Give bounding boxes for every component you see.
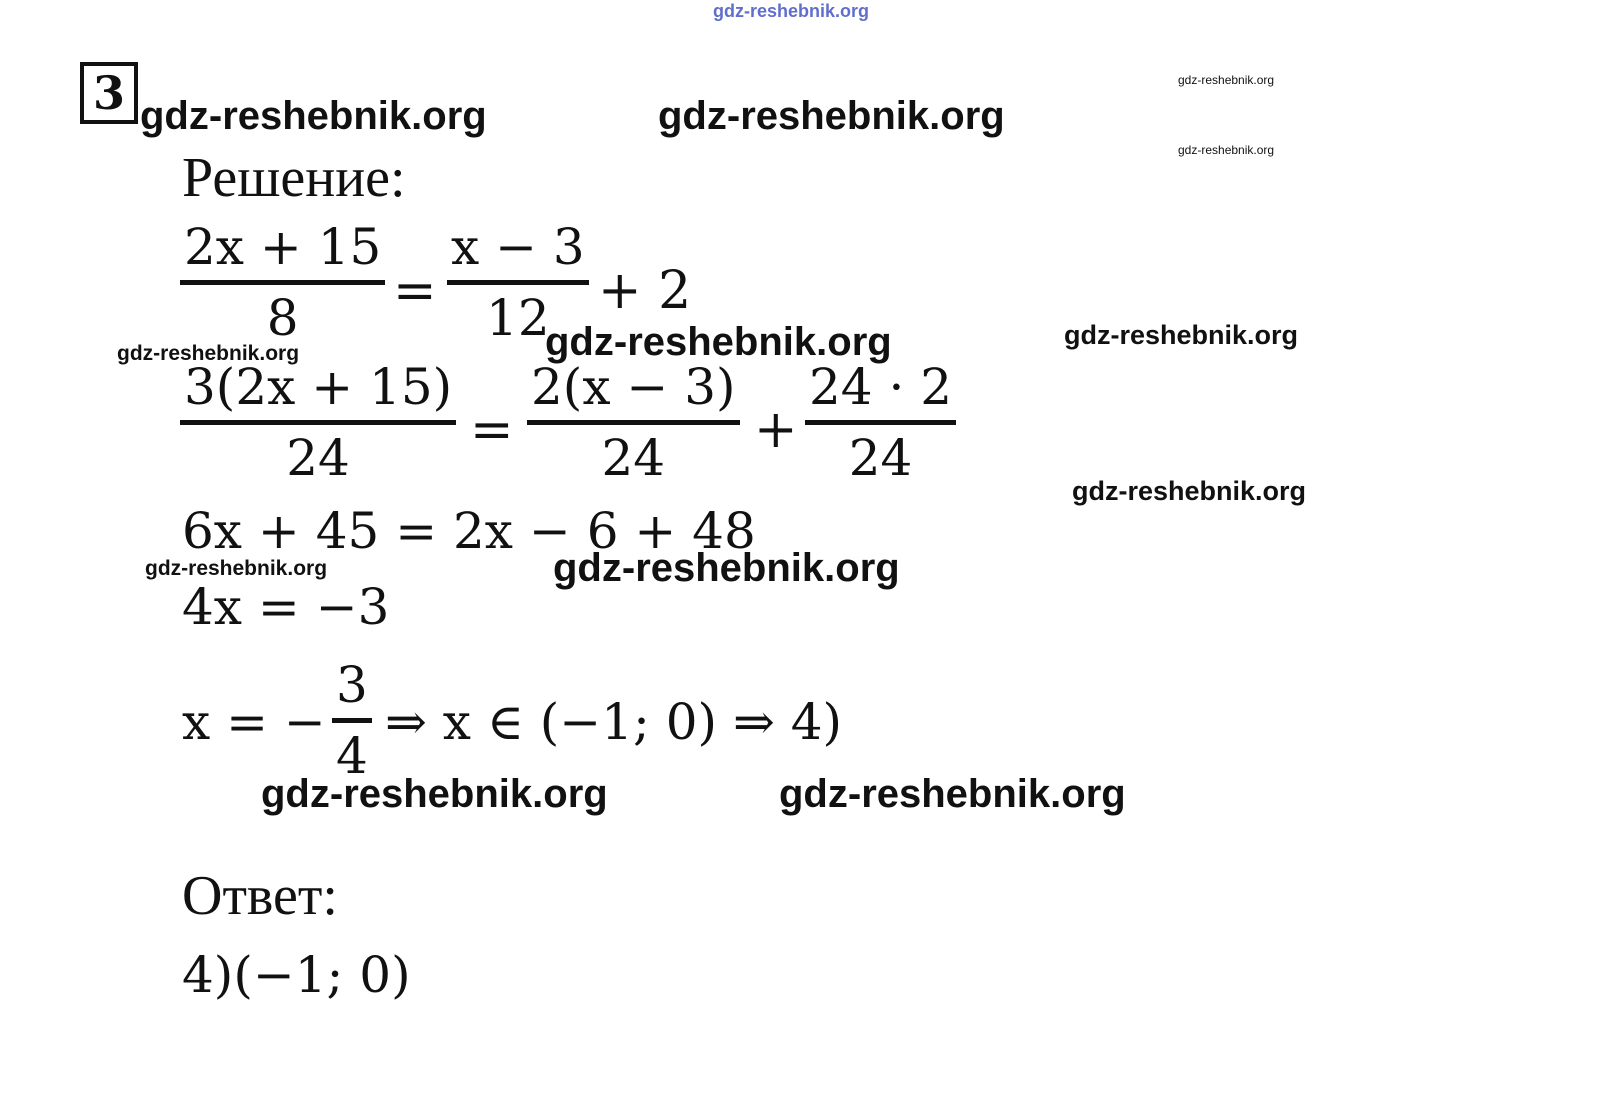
- task-number: 3: [92, 66, 125, 120]
- watermark: gdz-reshebnik.org: [553, 546, 900, 590]
- step1-right-denominator: 12: [486, 289, 550, 347]
- watermark: gdz-reshebnik.org: [261, 772, 608, 816]
- step1-tail: + 2: [598, 261, 692, 321]
- step2-f3-numerator: 24 · 2: [809, 358, 953, 416]
- step1-left-numerator: 2x + 15: [184, 218, 382, 276]
- fraction-bar: [180, 280, 385, 285]
- step5-numerator: 3: [336, 656, 368, 714]
- step5-tail: ⇒ x ∈ (−1; 0) ⇒ 4): [385, 693, 843, 751]
- step2-plus: +: [754, 400, 798, 460]
- fraction-bar: [805, 420, 956, 425]
- watermark: gdz-reshebnik.org: [1072, 476, 1307, 506]
- step2-fraction-2: [527, 358, 740, 487]
- step2-f2-denominator: 24: [601, 429, 666, 487]
- step2-f1-denominator: 24: [286, 429, 350, 487]
- step1-equals: =: [393, 261, 437, 321]
- step5-lhs: x = −: [182, 693, 326, 751]
- watermark: gdz-reshebnik.org: [145, 557, 328, 580]
- answer-heading: Ответ:: [182, 865, 338, 927]
- fraction-bar: [527, 420, 740, 425]
- fraction-bar: [332, 718, 372, 723]
- task-number-box: [80, 62, 138, 124]
- step2-fraction-1: [180, 358, 456, 487]
- step5-fraction: [332, 656, 372, 785]
- watermark: gdz-reshebnik.org: [1178, 73, 1275, 87]
- fraction-bar: [180, 420, 456, 425]
- watermark: gdz-reshebnik.org: [545, 320, 892, 364]
- step1-right-numerator: x − 3: [451, 218, 585, 276]
- watermark: gdz-reshebnik.org: [117, 342, 300, 365]
- step1-left-denominator: 8: [266, 289, 299, 347]
- step2-fraction-3: [805, 358, 956, 487]
- answer-value: 4)(−1; 0): [182, 946, 411, 1004]
- fraction-bar: [447, 280, 589, 285]
- step4-equation: 4x = −3: [182, 578, 390, 636]
- step5-denominator: 4: [336, 727, 368, 785]
- step2-f1-numerator: 3(2x + 15): [184, 358, 453, 416]
- step2-equals: =: [470, 400, 514, 460]
- watermark-top: gdz-reshebnik.org: [713, 1, 870, 21]
- watermark: gdz-reshebnik.org: [779, 772, 1126, 816]
- step2-f3-denominator: 24: [848, 429, 913, 487]
- step1-fraction-left: [180, 218, 385, 347]
- watermark: gdz-reshebnik.org: [140, 94, 487, 138]
- watermark: gdz-reshebnik.org: [1064, 320, 1299, 350]
- solution-heading: Решение:: [182, 147, 406, 209]
- watermark: gdz-reshebnik.org: [1178, 143, 1275, 157]
- step2-f2-numerator: 2(x − 3): [531, 358, 736, 416]
- step3-equation: 6x + 45 = 2x − 6 + 48: [182, 502, 756, 560]
- watermark: gdz-reshebnik.org: [658, 94, 1005, 138]
